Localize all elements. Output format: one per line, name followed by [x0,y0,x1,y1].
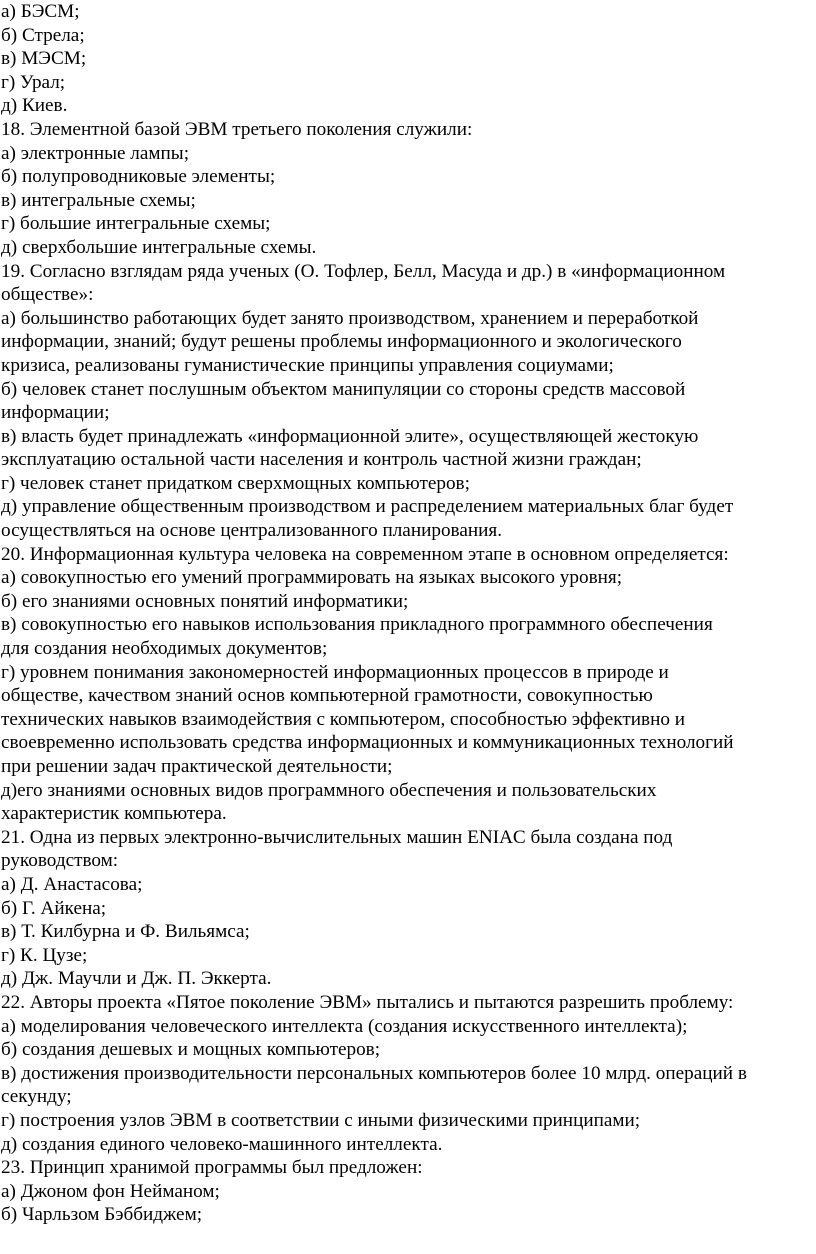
text-line: в) интегральные схемы; [1,189,196,211]
text-line: г) построения узлов ЭВМ в соответствии с иными физическими принципами; [1,1109,641,1131]
text-line: г) человек станет придатком сверхмощных компьютеров; [1,472,470,494]
text-line: для создания необходимых документов; [1,638,328,660]
question-heading: 21. Одна из первых электронно-вычислительных машин ENIAC была создана под [1,826,673,848]
text-line: г) уровнем понимания закономерностей информационных процессов в природе и [1,661,669,683]
text-line: информации, знаний; будут решены проблемы информационного и экологического [1,331,682,353]
text-line: осуществляться на основе централизованного планирования. [1,520,503,542]
text-line: а) Д. Анастасова; [1,873,143,895]
question-heading: 23. Принцип хранимой программы был предложен: [1,1157,423,1179]
text-line: обществе, качеством знаний основ компьютерной грамотности, совокупностью [1,685,653,707]
text-line: обществе»: [1,284,94,306]
text-line: б) Стрела; [1,24,85,46]
text-line: характеристик компьютера. [1,803,227,825]
text-line: г) К. Цузе; [1,944,88,966]
text-line: а) Джоном фон Нейманом; [1,1180,220,1202]
text-line: технических навыков взаимодействия с компьютером, способностью эффективно и [1,708,686,730]
question-heading: 19. Согласно взглядам ряда ученых (О. Тофлер, Белл, Масуда и др.) в «информационном [1,260,726,282]
text-line: информации; [1,402,110,424]
text-line: в) достижения производительности персональных компьютеров более 10 млрд. операций в [1,1062,747,1084]
document-text [1,0,815,1227]
text-line: в) власть будет принадлежать «информационной элите», осуществляющей жестокую [1,425,699,447]
question-heading: 18. Элементной базой ЭВМ третьего поколения служили: [1,118,473,140]
text-line: д) управление общественным производством и распределением материальных благ будет [1,496,734,518]
text-line: б) полупроводниковые элементы; [1,166,276,188]
text-line: своевременно использовать средства информационных и коммуникационных технологий [1,732,734,754]
text-line: д) сверхбольшие интегральные схемы. [1,236,317,258]
text-line: секунду; [1,1086,72,1108]
text-line: г) большие интегральные схемы; [1,213,271,235]
text-line: а) моделирования человеческого интеллекта (создания искусственного интеллекта); [1,1015,688,1037]
text-line: б) Чарльзом Бэббиджем; [1,1204,203,1226]
text-line: в) МЭСМ; [1,48,87,70]
text-line: в) совокупностью его навыков использования прикладного программного обеспечения [1,614,713,636]
text-line: д) создания единого человеко-машинного интеллекта. [1,1133,443,1155]
question-heading: 20. Информационная культура человека на современном этапе в основном определяется: [1,543,729,565]
text-line: б) человек станет послушным объектом манипуляции со стороны средств массовой [1,378,686,400]
text-line: г) Урал; [1,71,66,93]
text-line: б) создания дешевых и мощных компьютеров; [1,1039,381,1061]
text-line: д) Дж. Маучли и Дж. П. Эккерта. [1,968,272,990]
text-line: а) БЭСМ; [1,1,80,22]
text-line: в) Т. Килбурна и Ф. Вильямса; [1,921,250,943]
text-line: д) Киев. [1,95,68,117]
text-line: а) совокупностью его умений программировать на языках высокого уровня; [1,567,623,589]
text-line: б) его знаниями основных понятий информатики; [1,590,409,612]
text-line: эксплуатацию остальной части населения и контроль частной жизни граждан; [1,449,642,471]
text-line: при решении задач практической деятельности; [1,756,393,777]
text-line: а) большинство работающих будет занято производством, хранением и переработкой [1,307,699,329]
text-line: кризиса, реализованы гуманистические принципы управления социумами; [1,354,614,376]
text-line: д)его знаниями основных видов программного обеспечения и пользовательских [1,779,657,801]
text-line: руководством: [1,850,119,872]
text-line: а) электронные лампы; [1,142,190,164]
question-heading: 22. Авторы проекта «Пятое поколение ЭВМ» пытались и пытаются разрешить проблему: [1,991,734,1013]
text-line: б) Г. Айкена; [1,897,107,919]
